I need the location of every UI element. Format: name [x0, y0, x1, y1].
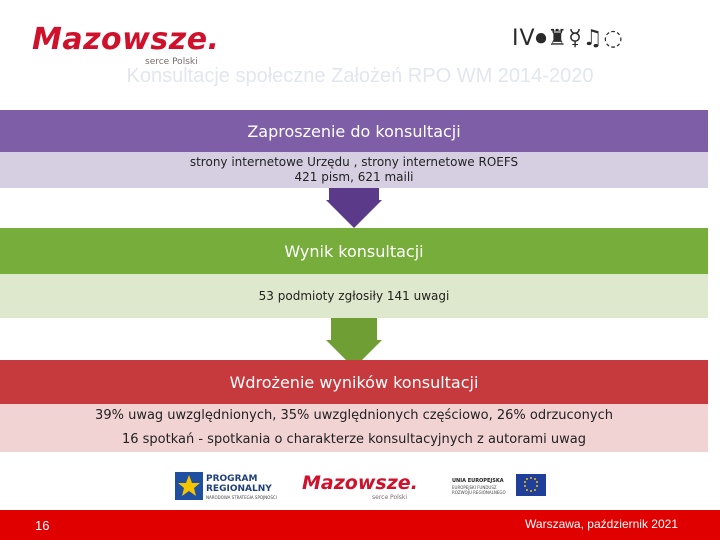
step-implementation-title: Wdrożenie wyników konsultacji [229, 373, 479, 392]
ue-logo-text: UNIA EUROPEJSKA [452, 478, 504, 484]
step-invitation-title: Zaproszenie do konsultacji [247, 122, 461, 141]
logo-subtitle: serce Polski [145, 57, 198, 67]
mazowsze-footer-logo: Mazowsze. [302, 472, 418, 494]
slide-title: Konsultacje społeczne Założeń RPO WM 2014-2020 [126, 65, 594, 87]
step-result-line-1: 53 podmioty zgłosiły 141 uwagi [258, 289, 450, 303]
eu-flag-icon [516, 474, 546, 496]
star-icon [175, 472, 203, 500]
arrow-down-icon [329, 188, 379, 200]
ue-logo-subtitle: EUROPEJSKI FUNDUSZ ROZWOJU REGIONALNEGO [452, 485, 506, 495]
page-number: 16 [35, 518, 50, 533]
step-result-title: Wynik konsultacji [284, 242, 424, 261]
footer-date: Warszawa, październik 2021 [525, 517, 678, 531]
decorative-icon-strip: ⅠⅤ⏺♜☿♫◌ [512, 26, 624, 51]
step-implementation-line-1: 39% uwag uwzględnionych, 35% uwzględnionych częściowo, 26% odrzuconych [95, 408, 613, 423]
arrow-down-icon [331, 318, 377, 340]
program-regionalny-logo [175, 472, 203, 500]
arrow-down-icon [326, 200, 382, 228]
mazowsze-logo: Mazowsze. [32, 22, 220, 57]
step-invitation-line-2: 421 pism, 621 maili [294, 170, 414, 184]
mazowsze-footer-subtitle: serce Polski [372, 494, 408, 501]
program-regionalny-text: PROGRAM REGIONALNY [206, 474, 272, 494]
program-regionalny-subtitle: NARODOWA STRATEGIA SPÓJNOŚCI [206, 495, 277, 500]
step-implementation-line-2: 16 spotkań - spotkania o charakterze konsultacyjnych z autorami uwag [121, 432, 587, 447]
step-invitation-line-1: strony internetowe Urzędu , strony internetowe ROEFS [189, 155, 519, 169]
